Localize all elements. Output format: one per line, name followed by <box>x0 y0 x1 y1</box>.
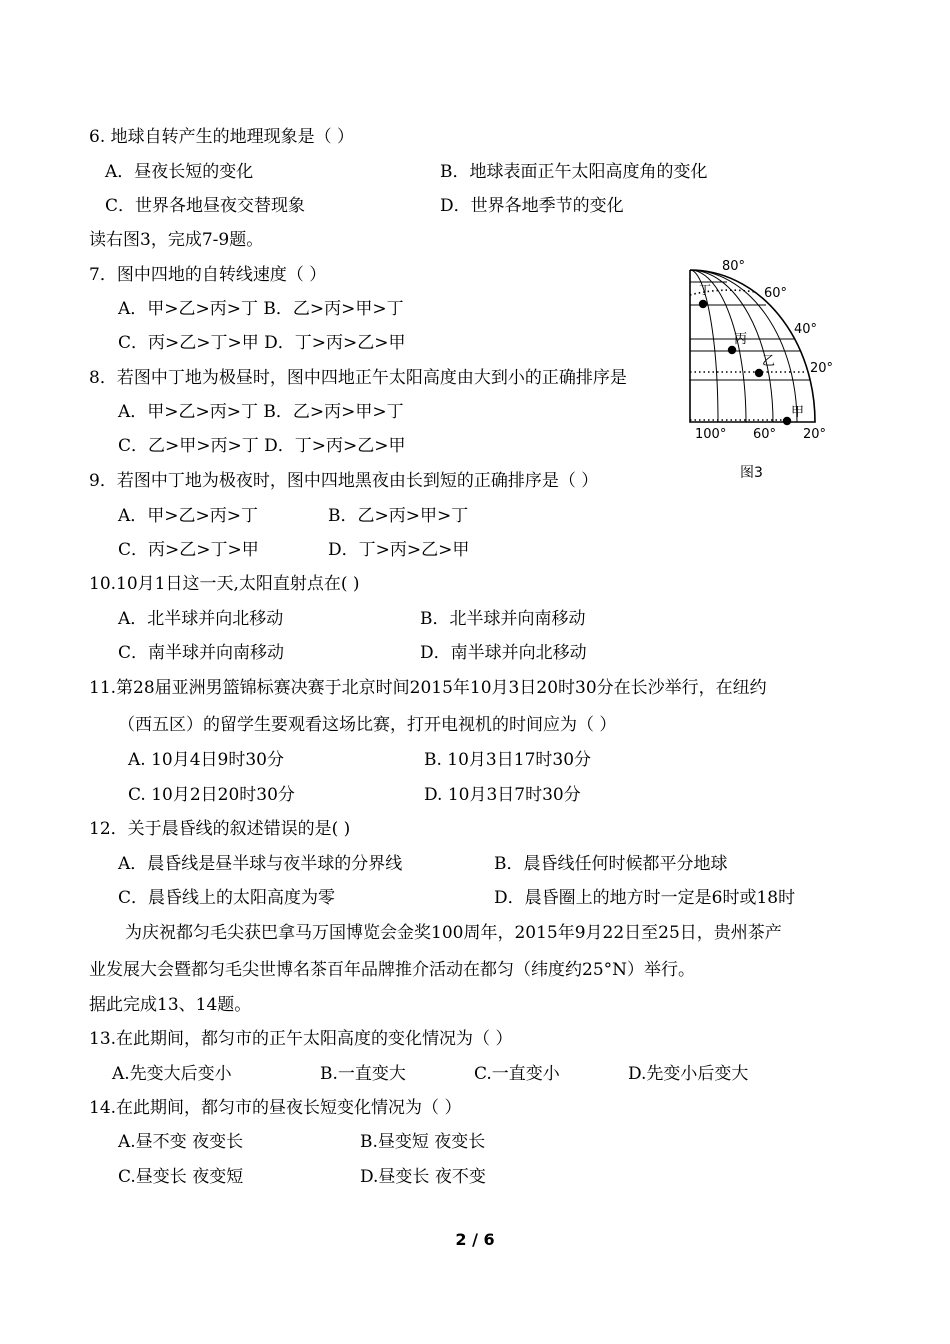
question-12-stem: 12．关于晨昏线的叙述错误的是( ) <box>89 819 351 839</box>
figure-3-graticule <box>680 255 850 485</box>
question-13-stem: 13.在此期间，都匀市的正午太阳高度的变化情况为（ ） <box>89 1029 513 1049</box>
point-label: 甲 <box>791 405 805 420</box>
figure-caption: 图3 <box>740 465 763 481</box>
point-label: 丁 <box>699 283 712 297</box>
question-14-stem: 14.在此期间，都匀市的昼夜长短变化情况为（ ） <box>89 1098 462 1118</box>
q9-option-d: D．丁>丙>乙>甲 <box>328 540 470 560</box>
passage-line-1: 为庆祝都匀毛尖获巴拿马万国博览会金奖100周年，2015年9月22日至25日，贵州茶产 <box>125 923 782 943</box>
q7-options-cd: C．丙>乙>丁>甲 D．丁>丙>乙>甲 <box>118 333 406 353</box>
q14-option-a: A.昼不变 夜变长 <box>118 1132 244 1152</box>
point-jia <box>783 417 791 425</box>
q6-option-d: D．世界各地季节的变化 <box>440 196 624 216</box>
lat-label: 40° <box>794 322 818 337</box>
q9-option-c: C．丙>乙>丁>甲 <box>118 540 259 560</box>
graticule-diagram <box>680 255 850 485</box>
q8-options-ab: A．甲>乙>丙>丁 B．乙>丙>甲>丁 <box>118 402 404 422</box>
question-11-stem: 11.第28届亚洲男篮锦标赛决赛于北京时间2015年10月3日20时30分在长沙举行，在纽约 <box>89 678 767 698</box>
lat-label: 60° <box>764 286 788 301</box>
q9-option-b: B．乙>丙>甲>丁 <box>328 506 469 526</box>
q13-option-a: A.先变大后变小 <box>112 1064 232 1084</box>
q13-option-c: C.一直变小 <box>474 1064 560 1084</box>
q9-option-a: A．甲>乙>丙>丁 <box>118 506 259 526</box>
point-label: 乙 <box>762 354 776 369</box>
q11-option-b: B. 10月3日17时30分 <box>424 750 592 770</box>
q10-option-b: B．北半球并向南移动 <box>420 609 586 629</box>
reading-instruction-7-9: 读右图3，完成7-9题。 <box>89 230 264 250</box>
q7-options-ab: A．甲>乙>丙>丁 B．乙>丙>甲>丁 <box>118 299 404 319</box>
q12-option-b: B．晨昏线任何时候都平分地球 <box>494 854 728 874</box>
q13-option-d: D.先变小后变大 <box>628 1064 749 1084</box>
q10-option-c: C．南半球并向南移动 <box>118 643 285 663</box>
lat-label: 20° <box>810 361 834 376</box>
q14-option-b: B.昼变短 夜变长 <box>360 1132 486 1152</box>
point-bing <box>728 346 736 354</box>
q8-options-cd: C．乙>甲>丙>丁 D．丁>丙>乙>甲 <box>118 436 406 456</box>
q14-option-d: D.昼变长 夜不变 <box>360 1167 486 1187</box>
question-11-stem-cont: （西五区）的留学生要观看这场比赛，打开电视机的时间应为（ ） <box>118 715 617 735</box>
point-label: 丙 <box>734 332 748 347</box>
lon-label: 60° <box>753 427 777 442</box>
question-9-stem: 9．若图中丁地为极夜时，图中四地黑夜由长到短的正确排序是（ ） <box>89 471 599 491</box>
q10-option-d: D．南半球并向北移动 <box>420 643 587 663</box>
q12-option-d: D．晨昏圈上的地方时一定是6时或18时 <box>494 888 796 908</box>
question-10-stem: 10.10月1日这一天,太阳直射点在( ) <box>89 574 360 594</box>
lat-label: 80° <box>722 259 746 274</box>
question-7-stem: 7．图中四地的自转线速度（ ） <box>89 265 327 285</box>
q12-option-a: A．晨昏线是昼半球与夜半球的分界线 <box>118 854 403 874</box>
q10-option-a: A．北半球并向北移动 <box>118 609 284 629</box>
lon-label: 100° <box>695 427 727 442</box>
q11-option-a: A. 10月4日9时30分 <box>128 750 284 770</box>
passage-line-2: 业发展大会暨都匀毛尖世博名茶百年品牌推介活动在都匀（纬度约25°N）举行。 <box>89 960 696 980</box>
q11-option-d: D. 10月3日7时30分 <box>424 785 581 805</box>
point-ding <box>699 300 707 308</box>
question-8-stem: 8．若图中丁地为极昼时，图中四地正午太阳高度由大到小的正确排序是 <box>89 368 627 388</box>
q13-option-b: B.一直变大 <box>320 1064 406 1084</box>
question-6-stem: 6. 地球自转产生的地理现象是（ ） <box>89 127 355 147</box>
q14-option-c: C.昼变长 夜变短 <box>118 1167 244 1187</box>
q6-option-c: C．世界各地昼夜交替现象 <box>105 196 306 216</box>
passage-instruction: 据此完成13、14题。 <box>89 995 252 1015</box>
q11-option-c: C. 10月2日20时30分 <box>128 785 295 805</box>
q6-option-b: B．地球表面正午太阳高度角的变化 <box>440 162 708 182</box>
lon-label: 20° <box>803 427 827 442</box>
q6-option-a: A．昼夜长短的变化 <box>105 162 254 182</box>
page-number: 2 / 6 <box>455 1230 495 1249</box>
q12-option-c: C．晨昏线上的太阳高度为零 <box>118 888 336 908</box>
point-yi <box>755 369 763 377</box>
